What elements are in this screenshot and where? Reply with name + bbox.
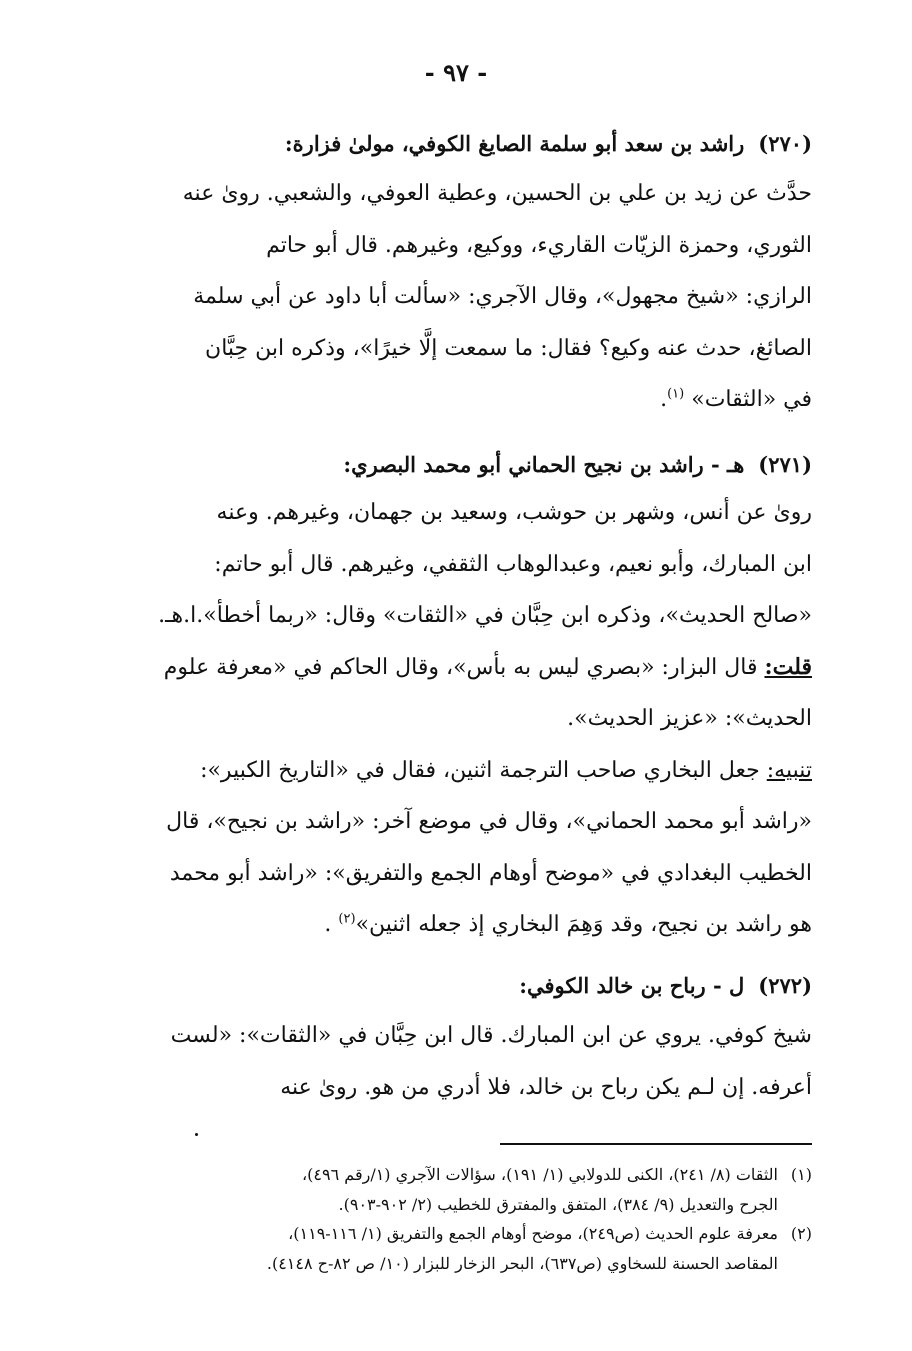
footnote-mark: (١) xyxy=(790,1165,812,1184)
body-line: شيخ كوفي. يروي عن ابن المبارك. قال ابن حِبَّان في «الثقات»: «لست xyxy=(170,1023,812,1048)
body-line-text: في «الثقات» xyxy=(691,387,812,412)
body-line: أعرفه. إن لـم يكن رباح بن خالد، فلا أدري من هو. روىٰ عنه xyxy=(280,1074,812,1100)
body-line xyxy=(100,899,812,951)
note-lead-qultu: قلت: xyxy=(764,653,812,680)
entry-272 xyxy=(100,968,812,1113)
entry-title: راشد بن سعد أبو سلمة الصايغ الكوفي، مولىٰ فزارة: xyxy=(284,131,745,156)
entry-heading xyxy=(100,968,812,1004)
entry-number: (٢٧٠) xyxy=(758,131,812,156)
entry-heading xyxy=(100,126,812,162)
entry-number: (٢٧٢) xyxy=(758,973,812,998)
body-line: «صالح الحديث»، وذكره ابن حِبَّان في «الثقات» وقال: «ربما أخطأ».ا.هـ. xyxy=(158,603,812,628)
body-line: الصائغ، حدث عنه وكيع؟ فقال: ما سمعت إلَّا خيرًا»، وذكره ابن حِبَّان xyxy=(205,335,812,361)
footnote-mark: (٢) xyxy=(790,1224,812,1243)
entry-title: ل - رباح بن خالد الكوفي: xyxy=(519,973,745,998)
sentence-end: . xyxy=(660,387,668,412)
body-line xyxy=(100,642,812,694)
body-line: «راشد أبو محمد الحماني»، وقال في موضع آخر: «راشد بن نجيح»، قال xyxy=(166,809,812,834)
body-line: الرازي: «شيخ مجهول»، وقال الآجري: «سألت أبا داود عن أبي سلمة xyxy=(193,284,812,309)
stray-dot xyxy=(195,1133,198,1136)
footnote-2 xyxy=(100,1219,812,1278)
body-line: الحديث»: «عزيز الحديث». xyxy=(567,706,812,731)
footnote-line: الثقات (٨/ ٢٤١)، الكنى للدولابي (١/ ١٩١)، سؤالات الآجري (١/رقم ٤٩٦)، xyxy=(302,1165,778,1184)
entry-heading xyxy=(100,447,812,483)
footnote-line: معرفة علوم الحديث (ص٢٤٩)، موضح أوهام الجمع والتفريق (١/ ١١٦-١١٩)، xyxy=(288,1224,778,1243)
sentence-end: . xyxy=(324,912,332,937)
body-line: حدَّث عن زيد بن علي بن الحسين، وعطية العوفي، والشعبي. روىٰ عنه xyxy=(182,181,812,206)
body-line xyxy=(100,745,812,797)
body-line-text: قال البزار: «بصري ليس به بأس»، وقال الحاكم في «معرفة علوم xyxy=(163,654,758,680)
footnote-1 xyxy=(100,1160,812,1219)
body-line: ابن المبارك، وأبو نعيم، وعبدالوهاب الثقفي، وغيرهم. قال أبو حاتم: xyxy=(214,551,812,577)
body-line-text: هو راشد بن نجيح، وقد وَهِمَ البخاري إذ جعله اثنين» xyxy=(355,912,812,937)
footnote-ref[interactable]: (٢) xyxy=(338,911,356,927)
footnote-separator xyxy=(500,1143,812,1145)
footnotes xyxy=(100,1160,812,1278)
entry-number: (٢٧١) xyxy=(758,452,812,477)
body-line: روىٰ عن أنس، وشهر بن حوشب، وسعيد بن جهمان، وغيرهم. وعنه xyxy=(216,500,812,525)
body-line: الثوري، وحمزة الزيّات القاريء، ووكيع، وغيرهم. قال أبو حاتم xyxy=(266,232,812,258)
footnote-ref[interactable]: (١) xyxy=(667,386,685,402)
body-line xyxy=(100,374,812,426)
note-lead-tanbih: تنبيه: xyxy=(766,757,812,783)
entry-title: هـ - راشد بن نجيح الحماني أبو محمد البصري: xyxy=(343,452,745,477)
body-line: الخطيب البغدادي في «موضح أوهام الجمع والتفريق»: «راشد أبو محمد xyxy=(169,860,812,886)
body-line-text: جعل البخاري صاحب الترجمة اثنين، فقال في «التاريخ الكبير»: xyxy=(200,757,760,783)
footnote-line: الجرح والتعديل (٩/ ٣٨٤)، المتفق والمفترق للخطيب (٢/ ٩٠٢-٩٠٣). xyxy=(338,1194,778,1214)
footnote-line: المقاصد الحسنة للسخاوي (ص٦٣٧)، البحر الزخار للبزار (١٠/ ص ٨٢-ح ٤١٤٨). xyxy=(266,1253,778,1273)
entry-271 xyxy=(100,447,812,951)
page-number: - ٩٧ - xyxy=(424,58,488,87)
entry-270 xyxy=(100,126,812,426)
